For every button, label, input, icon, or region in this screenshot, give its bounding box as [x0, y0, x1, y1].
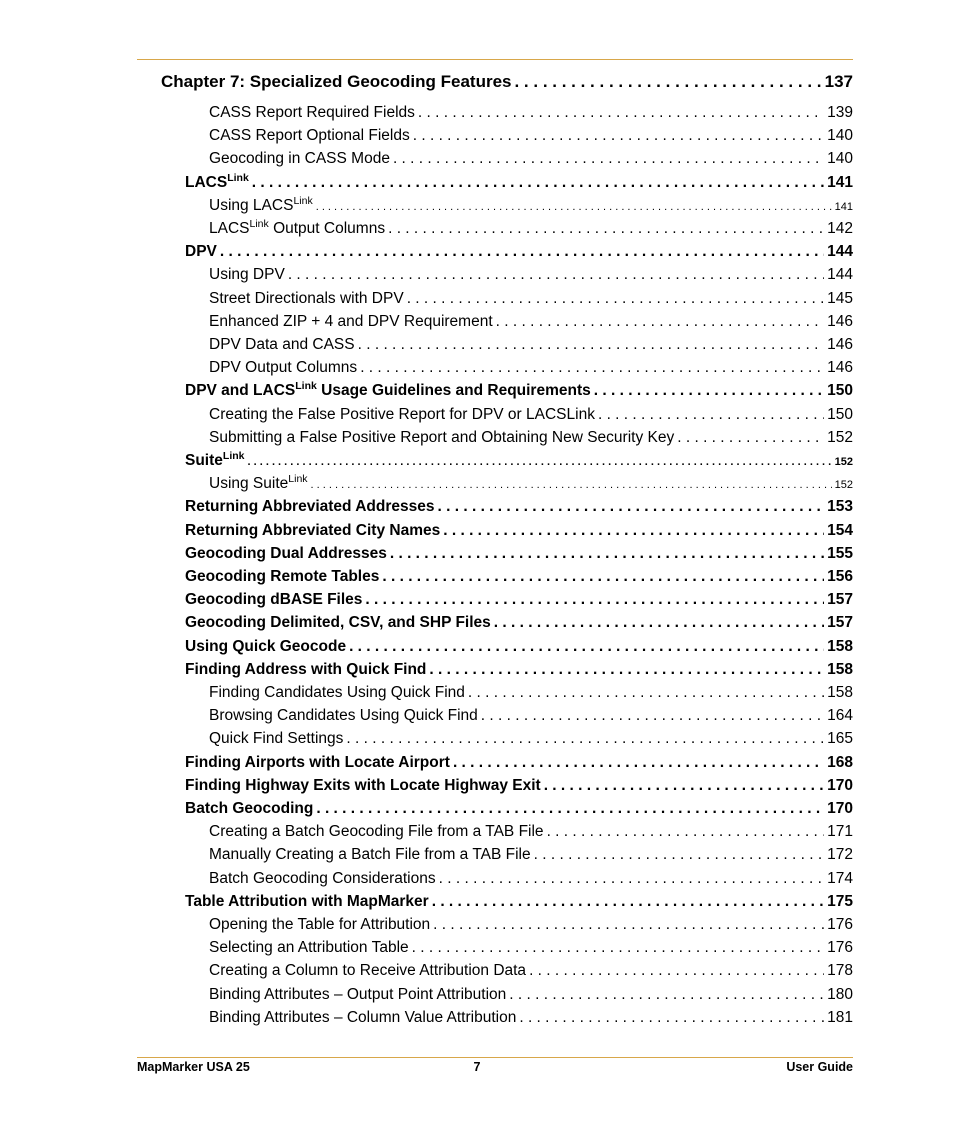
toc-entry-page-number: 142 — [827, 220, 853, 237]
toc-entry-label — [185, 660, 426, 680]
toc-entry-text: CASS Report Required Fields — [209, 104, 415, 121]
toc-entry-text: Creating a Batch Geocoding File from a TAB File — [209, 823, 544, 841]
toc-entry-label — [209, 312, 493, 332]
toc-entry-page-number: 145 — [827, 289, 853, 307]
footer-page-number: 7 — [473, 1060, 481, 1074]
toc-subsection-entry[interactable] — [209, 219, 853, 239]
dot-leader — [316, 799, 824, 819]
toc-entry-page-number: 141 — [827, 173, 853, 191]
toc-subsection-entry[interactable] — [209, 428, 853, 448]
toc-entry-label — [209, 405, 595, 425]
toc-entry-text: Browsing Candidates Using Quick Find — [209, 707, 478, 725]
toc-entry-page-number: 170 — [827, 800, 853, 817]
toc-entry-label — [209, 335, 355, 355]
dot-leader — [529, 961, 824, 981]
toc-entry-page-number: 144 — [827, 266, 853, 284]
toc-entry-label — [185, 753, 450, 773]
toc-entry-page-number: 164 — [827, 707, 853, 725]
chapter-title: Chapter 7: Specialized Geocoding Features — [161, 72, 512, 91]
toc-entry-page-number: 152 — [827, 428, 853, 446]
dot-leader — [393, 149, 824, 169]
dot-leader — [288, 265, 824, 285]
dot-leader — [468, 683, 824, 703]
toc-entry-text: Batch Geocoding — [185, 800, 314, 817]
toc-entry-page-number: 181 — [827, 1008, 853, 1026]
toc-entry-text: Suite — [185, 452, 223, 469]
dot-leader — [547, 822, 825, 842]
toc-entry-page-number: 176 — [827, 916, 853, 933]
toc-entry-page-number: 156 — [827, 568, 853, 585]
dot-leader — [481, 706, 824, 726]
toc-subsection-entry[interactable] — [209, 1008, 853, 1028]
toc-entry-label — [209, 358, 357, 378]
toc-entry-label — [209, 196, 313, 216]
toc-entry-superscript: Link — [222, 450, 245, 462]
toc-entry-page-number: 176 — [827, 939, 853, 957]
toc-entry-text: Binding Attributes – Column Value Attribution — [209, 1008, 517, 1026]
toc-entry-text: Quick Find Settings — [209, 730, 344, 748]
toc-entry-label — [209, 428, 674, 448]
dot-leader — [360, 358, 824, 378]
dot-leader — [248, 452, 832, 472]
toc-subsection-entry[interactable] — [209, 474, 853, 494]
toc-subsection-entry[interactable] — [209, 335, 853, 355]
toc-entry-page-number: 150 — [827, 405, 853, 423]
toc-entry-text: DPV Output Columns — [209, 359, 358, 377]
toc-entry-page-number: 158 — [827, 684, 853, 701]
toc-entry-page-number: 144 — [827, 243, 853, 261]
dot-leader — [390, 544, 824, 564]
toc-entry-page-number: 150 — [827, 382, 853, 400]
toc-subsection-entry[interactable] — [209, 405, 853, 425]
toc-entry-label — [209, 706, 478, 726]
toc-entry-page-number: 146 — [827, 312, 853, 330]
dot-leader — [443, 521, 824, 541]
toc-entry-page-number: 152 — [834, 456, 853, 468]
toc-entry-page-number: 154 — [827, 521, 853, 539]
toc-section-entry[interactable] — [185, 567, 853, 587]
toc-entry-page-number: 140 — [827, 127, 853, 145]
toc-entry-label — [209, 219, 385, 239]
dot-leader — [412, 938, 824, 958]
toc-entry-text: Geocoding dBASE Files — [185, 591, 363, 609]
toc-subsection-entry[interactable] — [209, 729, 853, 749]
toc-subsection-entry[interactable] — [209, 961, 853, 981]
footer-rule — [137, 1057, 853, 1058]
toc-entry-text: Finding Candidates Using Quick Find — [209, 684, 465, 701]
toc-section-entry[interactable] — [185, 613, 853, 633]
toc-entry-label — [209, 289, 404, 309]
toc-entry-label — [185, 242, 217, 262]
dot-leader — [358, 335, 825, 355]
dot-leader — [432, 892, 824, 912]
toc-subsection-entry[interactable] — [209, 706, 853, 726]
chapter-heading[interactable] — [161, 72, 853, 94]
dot-leader — [316, 197, 832, 217]
toc-entry-page-number: 165 — [827, 730, 853, 748]
dot-leader — [439, 869, 825, 889]
toc-subsection-entry[interactable] — [209, 985, 853, 1005]
toc-entry-text: LACS — [185, 173, 228, 191]
dot-leader — [544, 776, 824, 796]
toc-entry-label — [185, 590, 362, 610]
dot-leader — [407, 289, 824, 309]
toc-entry-label — [185, 521, 440, 541]
toc-entry-label — [185, 637, 346, 657]
toc-subsection-entry[interactable] — [209, 683, 853, 703]
toc-entry-label — [185, 892, 429, 912]
toc-section-entry[interactable] — [185, 660, 853, 680]
toc-entry-text: Finding Airports with Locate Airport — [185, 753, 450, 771]
dot-leader — [429, 660, 824, 680]
toc-entry-text: Geocoding Dual Addresses — [185, 544, 387, 562]
toc-subsection-entry[interactable] — [209, 869, 853, 889]
dot-leader — [496, 312, 825, 332]
dot-leader — [418, 103, 824, 123]
toc-entry-page-number: 140 — [827, 150, 853, 168]
dot-leader — [677, 428, 824, 448]
toc-entry-text: Finding Highway Exits with Locate Highway Exit — [185, 776, 541, 794]
toc-section-entry[interactable] — [185, 799, 853, 819]
dot-leader — [594, 381, 824, 401]
toc-section-entry[interactable] — [185, 637, 853, 657]
toc-entry-page-number: 157 — [827, 591, 853, 609]
toc-section-entry[interactable] — [185, 173, 853, 193]
toc-entry-label — [185, 544, 387, 564]
toc-entry-page-number: 157 — [827, 614, 853, 632]
toc-entry-text: CASS Report Optional Fields — [209, 127, 410, 145]
toc-entry-page-number: 146 — [827, 336, 853, 353]
toc-section-entry[interactable] — [185, 497, 853, 517]
dot-leader — [534, 845, 825, 865]
dot-leader — [382, 567, 824, 587]
toc-subsection-entry[interactable] — [209, 289, 853, 309]
toc-entry-label — [209, 265, 285, 285]
toc-subsection-entry[interactable] — [209, 915, 853, 935]
toc-entry-page-number: 155 — [827, 544, 853, 562]
dot-leader — [433, 915, 824, 935]
dot-leader — [220, 242, 824, 262]
toc-entry-label — [209, 729, 343, 749]
chapter-page-number: 137 — [824, 72, 853, 91]
toc-entry-label — [209, 103, 415, 123]
toc-entry-text: DPV and LACS — [185, 382, 296, 400]
toc-section-entry[interactable] — [185, 590, 853, 610]
toc-entry-text: Geocoding Remote Tables — [185, 568, 380, 585]
toc-entry-page-number: 168 — [827, 753, 853, 771]
toc-section-entry[interactable] — [185, 381, 853, 401]
toc-entry-label — [209, 938, 409, 958]
toc-entry-text: Finding Address with Quick Find — [185, 660, 427, 678]
dot-leader — [519, 1008, 824, 1028]
toc-entry-text: Creating the False Positive Report for DPV or LACSLink — [209, 405, 595, 423]
toc-entry-page-number: 153 — [827, 498, 853, 516]
toc-entry-label — [185, 381, 591, 401]
toc-entry-page-number: 152 — [834, 479, 853, 492]
toc-entry-text-continued: Usage Guidelines and Requirements — [316, 382, 591, 400]
toc-entry-text: Using Quick Geocode — [185, 637, 347, 655]
toc-entry-label — [209, 869, 436, 889]
toc-entry-superscript: Link — [295, 380, 317, 393]
toc-section-entry[interactable] — [185, 892, 853, 912]
toc-entry-text: Submitting a False Positive Report and Obtaining New Security Key — [209, 428, 675, 446]
toc-entry-text: Using LACS — [209, 196, 294, 214]
toc-entry-superscript: Link — [288, 473, 308, 486]
toc-entry-label — [209, 683, 465, 703]
toc-entry-text: Geocoding Delimited, CSV, and SHP Files — [185, 614, 491, 632]
dot-leader — [509, 985, 824, 1005]
toc-entry-label — [185, 173, 249, 193]
toc-subsection-entry[interactable] — [209, 938, 853, 958]
footer-document-type: User Guide — [786, 1060, 853, 1074]
toc-entry-superscript: Link — [227, 171, 249, 184]
toc-entry-superscript: Link — [249, 218, 269, 230]
toc-entry-text: Table Attribution with MapMarker — [185, 892, 429, 910]
toc-entry-label — [185, 613, 491, 633]
dot-leader — [413, 126, 824, 146]
toc-entry-page-number: 158 — [827, 660, 853, 678]
toc-subsection-entry[interactable] — [209, 196, 853, 216]
toc-section-entry[interactable] — [185, 776, 853, 796]
toc-entry-text: Opening the Table for Attribution — [209, 916, 431, 933]
dot-leader — [598, 405, 824, 425]
toc-entry-label — [209, 961, 526, 981]
toc-entry-label — [209, 915, 430, 935]
dot-leader — [388, 219, 824, 239]
toc-section-entry[interactable] — [185, 521, 853, 541]
toc-entry-text: Using Suite — [209, 475, 289, 493]
toc-entry-text: Selecting an Attribution Table — [209, 939, 409, 957]
dot-leader — [346, 729, 824, 749]
toc-subsection-entry[interactable] — [209, 149, 853, 169]
toc-entry-superscript: Link — [293, 194, 313, 207]
dot-leader — [453, 753, 824, 773]
toc-entry-text: Manually Creating a Batch File from a TAB File — [209, 846, 531, 864]
toc-entry-label — [209, 1008, 516, 1028]
toc-subsection-entry[interactable] — [209, 265, 853, 285]
toc-section-entry[interactable] — [185, 544, 853, 564]
toc-entry-page-number: 172 — [827, 846, 853, 864]
toc-entry-page-number: 174 — [827, 869, 853, 887]
toc-section-entry[interactable] — [185, 451, 853, 471]
dot-leader — [365, 590, 824, 610]
toc-entry-label — [185, 497, 435, 517]
toc-entry-text: Enhanced ZIP + 4 and DPV Requirement — [209, 312, 493, 330]
toc-entry-label — [209, 126, 410, 146]
toc-entry-text: Geocoding in CASS Mode — [209, 150, 390, 168]
toc-subsection-entry[interactable] — [209, 845, 853, 865]
toc-entry-page-number: 178 — [827, 962, 853, 980]
toc-entry-text: Creating a Column to Receive Attribution Data — [209, 962, 527, 980]
toc-entry-text: Binding Attributes – Output Point Attribution — [209, 985, 507, 1003]
toc-entry-text: Street Directionals with DPV — [209, 289, 404, 307]
toc-entry-label — [185, 799, 313, 819]
dot-leader — [438, 497, 825, 517]
toc-entry-page-number: 158 — [827, 637, 853, 655]
toc-entry-page-number: 170 — [827, 776, 853, 794]
dot-leader — [349, 637, 824, 657]
toc-entry-label — [209, 474, 308, 494]
toc-entry-label — [185, 451, 245, 471]
toc-entry-page-number: 139 — [827, 104, 853, 121]
toc-entry-label — [209, 149, 390, 169]
toc-entry-text-continued: Output Columns — [268, 220, 386, 237]
dot-leader — [494, 613, 824, 633]
header-rule — [137, 59, 853, 60]
toc-entry-label — [209, 985, 506, 1005]
toc-entry-page-number: 146 — [827, 359, 853, 377]
toc-entry-page-number: 141 — [834, 200, 853, 213]
toc-subsection-entry[interactable] — [209, 358, 853, 378]
toc-subsection-entry[interactable] — [209, 126, 853, 146]
toc-entry-page-number: 175 — [827, 892, 853, 910]
toc-entry-label — [209, 845, 531, 865]
footer-product-name: MapMarker USA 25 — [137, 1060, 250, 1074]
toc-section-entry[interactable] — [185, 242, 853, 262]
toc-entry-text: Returning Abbreviated Addresses — [185, 498, 435, 516]
toc-entry-text: Batch Geocoding Considerations — [209, 869, 436, 887]
dot-leader — [311, 475, 832, 495]
toc-entry-text: Using DPV — [209, 266, 285, 284]
toc-entry-text: DPV Data and CASS — [209, 336, 355, 353]
toc-entry-label — [209, 822, 544, 842]
toc-subsection-entry[interactable] — [209, 312, 853, 332]
toc-entry-label — [185, 567, 379, 587]
toc-entry-page-number: 180 — [827, 985, 853, 1003]
dot-leader — [252, 173, 824, 193]
toc-entry-page-number: 171 — [827, 823, 853, 841]
toc-section-entry[interactable] — [185, 753, 853, 773]
toc-entry-text: LACS — [209, 220, 250, 237]
dot-leader — [514, 72, 821, 92]
toc-subsection-entry[interactable] — [209, 822, 853, 842]
toc-entry-text: Returning Abbreviated City Names — [185, 521, 441, 539]
toc-entry-text: DPV — [185, 243, 217, 261]
toc-entry-label — [185, 776, 541, 796]
toc-subsection-entry[interactable] — [209, 103, 853, 123]
